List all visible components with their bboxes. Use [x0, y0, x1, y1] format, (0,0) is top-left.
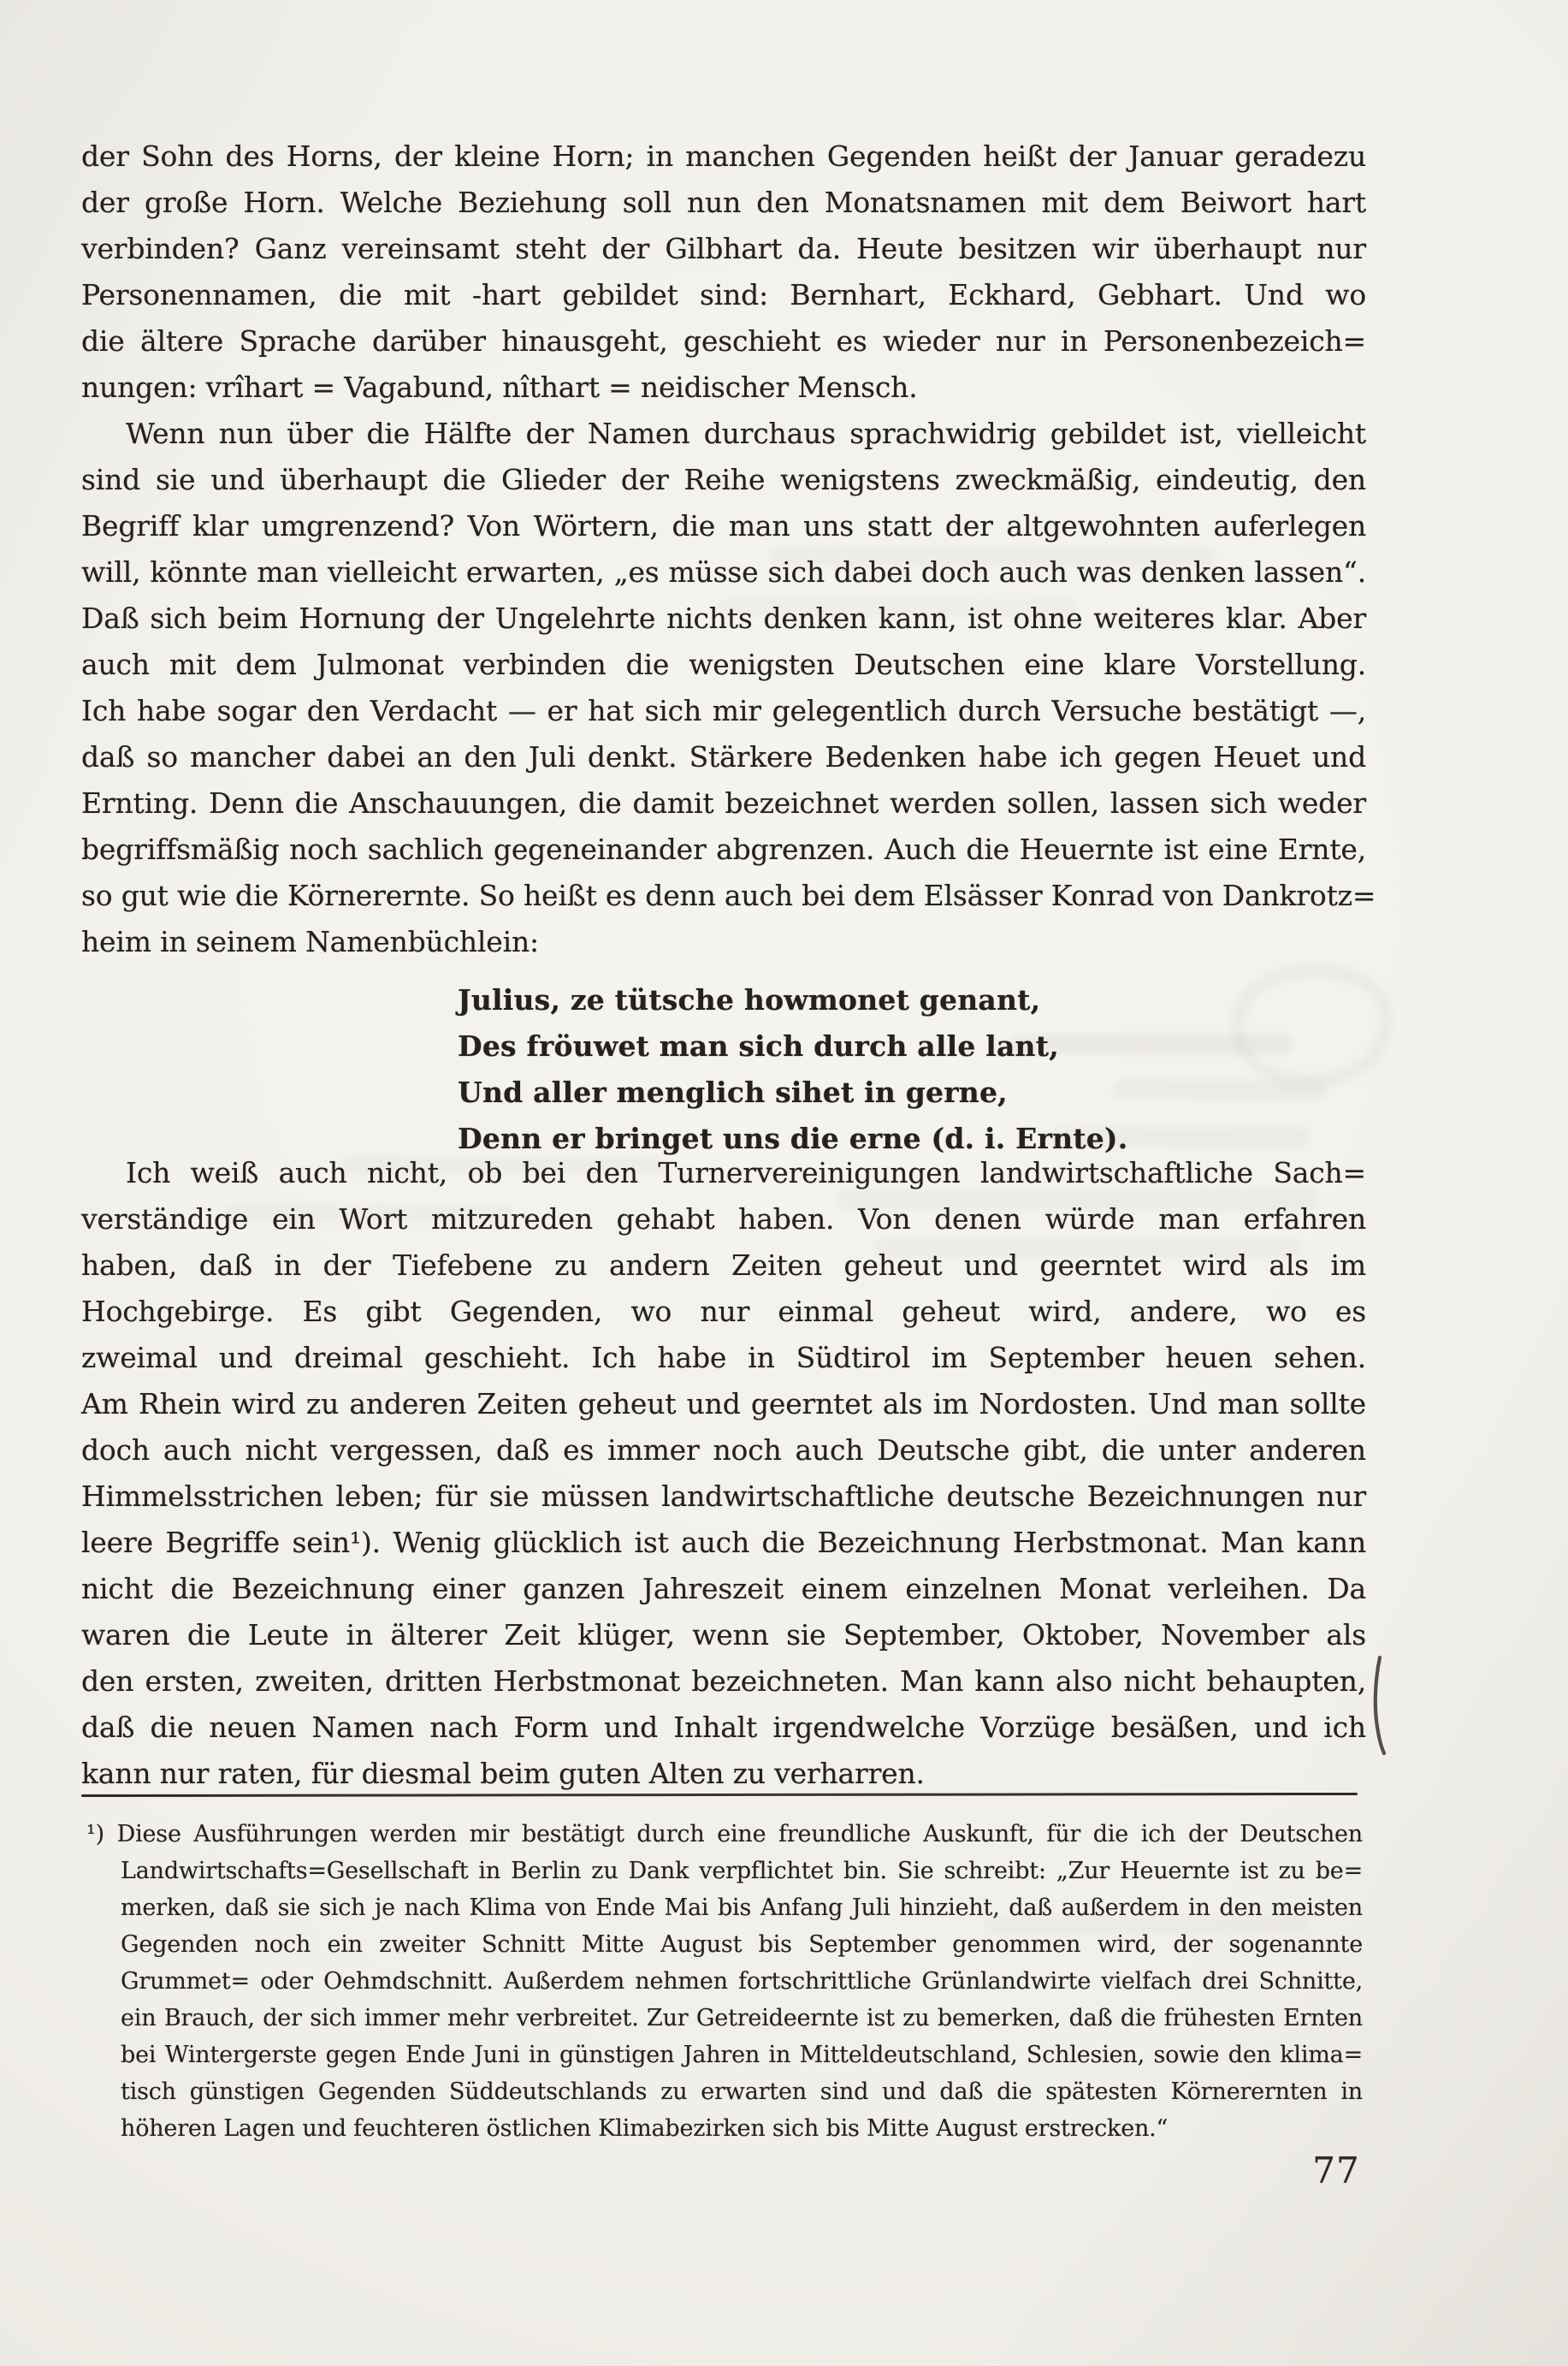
handwritten-margin-mark-icon: [1367, 1653, 1393, 1758]
text-line: begriffsmäßig noch sachlich gegeneinander abgrenzen. Auch die Heuernte ist eine Ernte,: [81, 833, 1366, 866]
text-line: Begriff klar umgrenzend? Von Wörtern, die man uns statt der altgewohnten auferlegen: [81, 509, 1366, 543]
text-line: der Sohn des Horns, der kleine Horn; in manchen Gegenden heißt der Januar geradezu: [81, 139, 1366, 173]
text-line: nungen: vrîhart = Vagabund, nîthart = neidischer Mensch.: [81, 371, 918, 404]
footnote-line: ¹) Diese Ausführungen werden mir bestätigt durch eine freundliche Auskunft, für die ich der Deutschen: [86, 1821, 1363, 1847]
text-line: kann nur raten, für diesmal beim guten Alten zu verharren.: [81, 1757, 925, 1790]
paragraph: [81, 411, 1376, 965]
text-line: Julius, ze tütsche howmonet genant,: [458, 983, 1041, 1017]
text-line: Personennamen, die mit -hart gebildet sind: Bernhart, Eckhard, Gebhart. Und wo: [81, 278, 1366, 311]
text-line: haben, daß in der Tiefebene zu andern Zeiten geheut und geerntet wird als im: [81, 1248, 1366, 1282]
footnote-line: merken, daß sie sich je nach Klima von Ende Mai bis Anfang Juli hinzieht, daß außerdem in den meisten: [121, 1895, 1363, 1921]
footnote-line: Landwirtschafts=Gesellschaft in Berlin zu Dank verpflichtet bin. Sie schreibt: „Zur Heuernte ist zu be=: [121, 1858, 1363, 1884]
text-line: Und aller menglich sihet in gerne,: [458, 1076, 1008, 1109]
text-line: Ernting. Denn die Anschauungen, die damit bezeichnet werden sollen, lassen sich weder: [81, 786, 1366, 820]
text-line: verständige ein Wort mitzureden gehabt haben. Von denen würde man erfahren: [81, 1202, 1366, 1236]
text-line: daß die neuen Namen nach Form und Inhalt irgendwelche Vorzüge besäßen, und ich: [81, 1711, 1366, 1744]
text-line: so gut wie die Körnerernte. So heißt es denn auch bei dem Elsässer Konrad von Dankrotz=: [81, 879, 1376, 912]
text-line: Himmelsstrichen leben; für sie müssen landwirtschaftliche deutsche Bezeichnungen nur: [81, 1479, 1366, 1513]
text-line: den ersten, zweiten, dritten Herbstmonat bezeichneten. Man kann also nicht behaupten,: [81, 1664, 1366, 1698]
footnote-line: höheren Lagen und feuchteren östlichen Klimabezirken sich bis Mitte August erstrecken.“: [121, 2115, 1169, 2142]
paragraph: [81, 133, 1366, 411]
text-line: Ich habe sogar den Verdacht — er hat sich mir gelegentlich durch Versuche bestätigt —,: [81, 694, 1366, 727]
text-line: will, könnte man vielleicht erwarten, „es müsse sich dabei doch auch was denken lassen“.: [81, 555, 1366, 589]
footnote-line: ein Brauch, der sich immer mehr verbreitet. Zur Getreideernte ist zu bemerken, daß die frühesten Ernten: [121, 2005, 1363, 2031]
text-line: Hochgebirge. Es gibt Gegenden, wo nur einmal geheut wird, andere, wo es: [81, 1295, 1366, 1328]
text-line: waren die Leute in älterer Zeit klüger, wenn sie September, Oktober, November als: [81, 1618, 1366, 1651]
footnote-line: Gegenden noch ein zweiter Schnitt Mitte August bis September genommen wird, der sogenannte: [121, 1931, 1363, 1958]
text-line: die ältere Sprache darüber hinausgeht, geschieht es wieder nur in Personenbezeich=: [81, 324, 1366, 358]
text-line: nicht die Bezeichnung einer ganzen Jahreszeit einem einzelnen Monat verleihen. Da: [81, 1572, 1366, 1605]
text-line: Am Rhein wird zu anderen Zeiten geheut und geerntet als im Nordosten. Und man sollte: [81, 1387, 1366, 1420]
footnote-block: [81, 1816, 1363, 2147]
verse-block: [81, 977, 1366, 1162]
text-line: zweimal und dreimal geschieht. Ich habe in Südtirol im September heuen sehen.: [81, 1341, 1366, 1374]
text-line: Daß sich beim Hornung der Ungelehrte nichts denken kann, ist ohne weiteres klar. Aber: [81, 602, 1366, 635]
paragraph: [81, 1150, 1366, 1797]
text-line: doch auch nicht vergessen, daß es immer noch auch Deutsche gibt, die unter anderen: [81, 1433, 1366, 1467]
text-line: sind sie und überhaupt die Glieder der Reihe wenigstens zweckmäßig, eindeutig, den: [81, 463, 1366, 496]
text-line: verbinden? Ganz vereinsamt steht der Gilbhart da. Heute besitzen wir überhaupt nur: [81, 232, 1366, 265]
text-line: leere Begriffe sein¹). Wenig glücklich ist auch die Bezeichnung Herbstmonat. Man kann: [81, 1526, 1366, 1559]
text-line: Des fröuwet man sich durch alle lant,: [458, 1029, 1059, 1063]
page-number: 77: [1312, 2150, 1360, 2191]
text-line: heim in seinem Namenbüchlein:: [81, 925, 539, 958]
footnote-line: Grummet= oder Oehmdschnitt. Außerdem nehmen fortschrittliche Grünlandwirte vielfach drei Schnitte,: [121, 1968, 1363, 1995]
text-line: auch mit dem Julmonat verbinden die wenigsten Deutschen eine klare Vorstellung.: [81, 648, 1366, 681]
text-line: daß so mancher dabei an den Juli denkt. Stärkere Bedenken habe ich gegen Heuet und: [81, 740, 1366, 774]
text-line: Ich weiß auch nicht, ob bei den Turnervereinigungen landwirtschaftliche Sach=: [126, 1156, 1366, 1189]
text-line: Denn er bringet uns die erne (d. i. Ernte).: [458, 1122, 1128, 1155]
text-line: der große Horn. Welche Beziehung soll nun den Monatsnamen mit dem Beiwort hart: [81, 186, 1366, 219]
footnote-line: bei Wintergerste gegen Ende Juni in günstigen Jahren in Mitteldeutschland, Schlesien, sowie den klima=: [121, 2042, 1363, 2068]
main-text-block: [81, 133, 1376, 1797]
footnote-line: tisch günstigen Gegenden Süddeutschlands zu erwarten sind und daß die spätesten Körnerernten in: [121, 2078, 1363, 2105]
text-line: Wenn nun über die Hälfte der Namen durchaus sprachwidrig gebildet ist, vielleicht: [126, 417, 1366, 450]
